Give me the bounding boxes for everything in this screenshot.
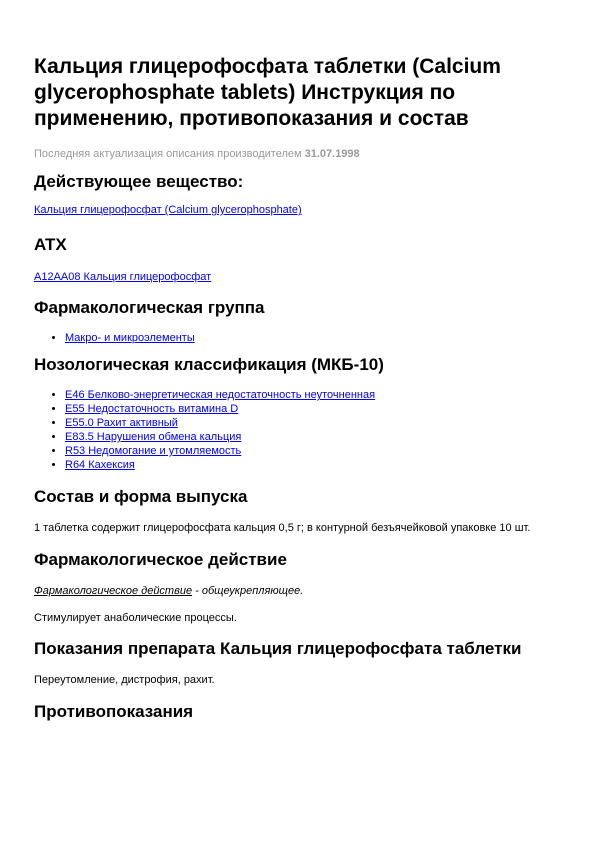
pharm-action-heading: Фармакологическое действие [34, 550, 287, 569]
last-updated [34, 148, 561, 160]
composition-text: 1 таблетка содержит глицерофосфата кальция 0,5 г; в контурной безъячейковой упаковке 10 шт. [34, 522, 531, 534]
pharm-action-text [34, 585, 561, 598]
nosology-link[interactable]: E46 Белково-энергетическая недостаточность неуточненная [65, 389, 376, 401]
list-item [65, 444, 561, 458]
pharm-action-rest: - общеукрепляющее. [192, 585, 304, 597]
atc-row [34, 271, 561, 284]
active-substance-row [34, 204, 561, 217]
atc-link[interactable]: A12AA08 Кальция глицерофосфат [34, 271, 212, 283]
composition-heading: Состав и форма выпуска [34, 487, 248, 506]
nosology-link[interactable]: E83.5 Нарушения обмена кальция [65, 431, 242, 443]
list-item [65, 388, 561, 402]
pharm-group-link[interactable]: Макро- и микроэлементы [65, 332, 195, 344]
list-item [65, 458, 561, 472]
nosology-link[interactable]: R53 Недомогание и утомляемость [65, 445, 242, 457]
list-item [65, 331, 561, 345]
active-substance-heading: Действующее вещество: [34, 172, 244, 191]
last-updated-date: 31.07.1998 [304, 148, 360, 160]
pharm-action-text-2: Стимулирует анаболические процессы. [34, 612, 237, 624]
nosology-heading: Нозологическая классификация (МКБ-10) [34, 355, 384, 374]
list-item [65, 430, 561, 444]
active-substance-link[interactable]: Кальция глицерофосфат (Calcium glycerophosphate) [34, 204, 302, 216]
indications-heading: Показания препарата Кальция глицерофосфата таблетки [34, 639, 522, 658]
pharm-group-list [34, 331, 561, 345]
nosology-link[interactable]: E55.0 Рахит активный [65, 417, 178, 429]
nosology-link[interactable]: E55 Недостаточность витамина D [65, 403, 239, 415]
atc-heading: ATX [34, 235, 67, 254]
list-item [65, 416, 561, 430]
last-updated-label: Последняя актуализация описания производителем [34, 148, 302, 160]
list-item [65, 402, 561, 416]
pharm-action-link[interactable]: Фармакологическое действие [34, 585, 193, 597]
nosology-link[interactable]: R64 Кахексия [65, 459, 135, 471]
page-title: Кальция глицерофосфата таблетки (Calcium glycerophosphate tablets) Инструкция по применению, противопоказания и состав [34, 55, 501, 130]
nosology-list [34, 388, 561, 472]
contraindications-heading: Противопоказания [34, 702, 194, 721]
pharm-group-heading: Фармакологическая группа [34, 298, 265, 317]
indications-text: Переутомление, дистрофия, рахит. [34, 674, 215, 686]
